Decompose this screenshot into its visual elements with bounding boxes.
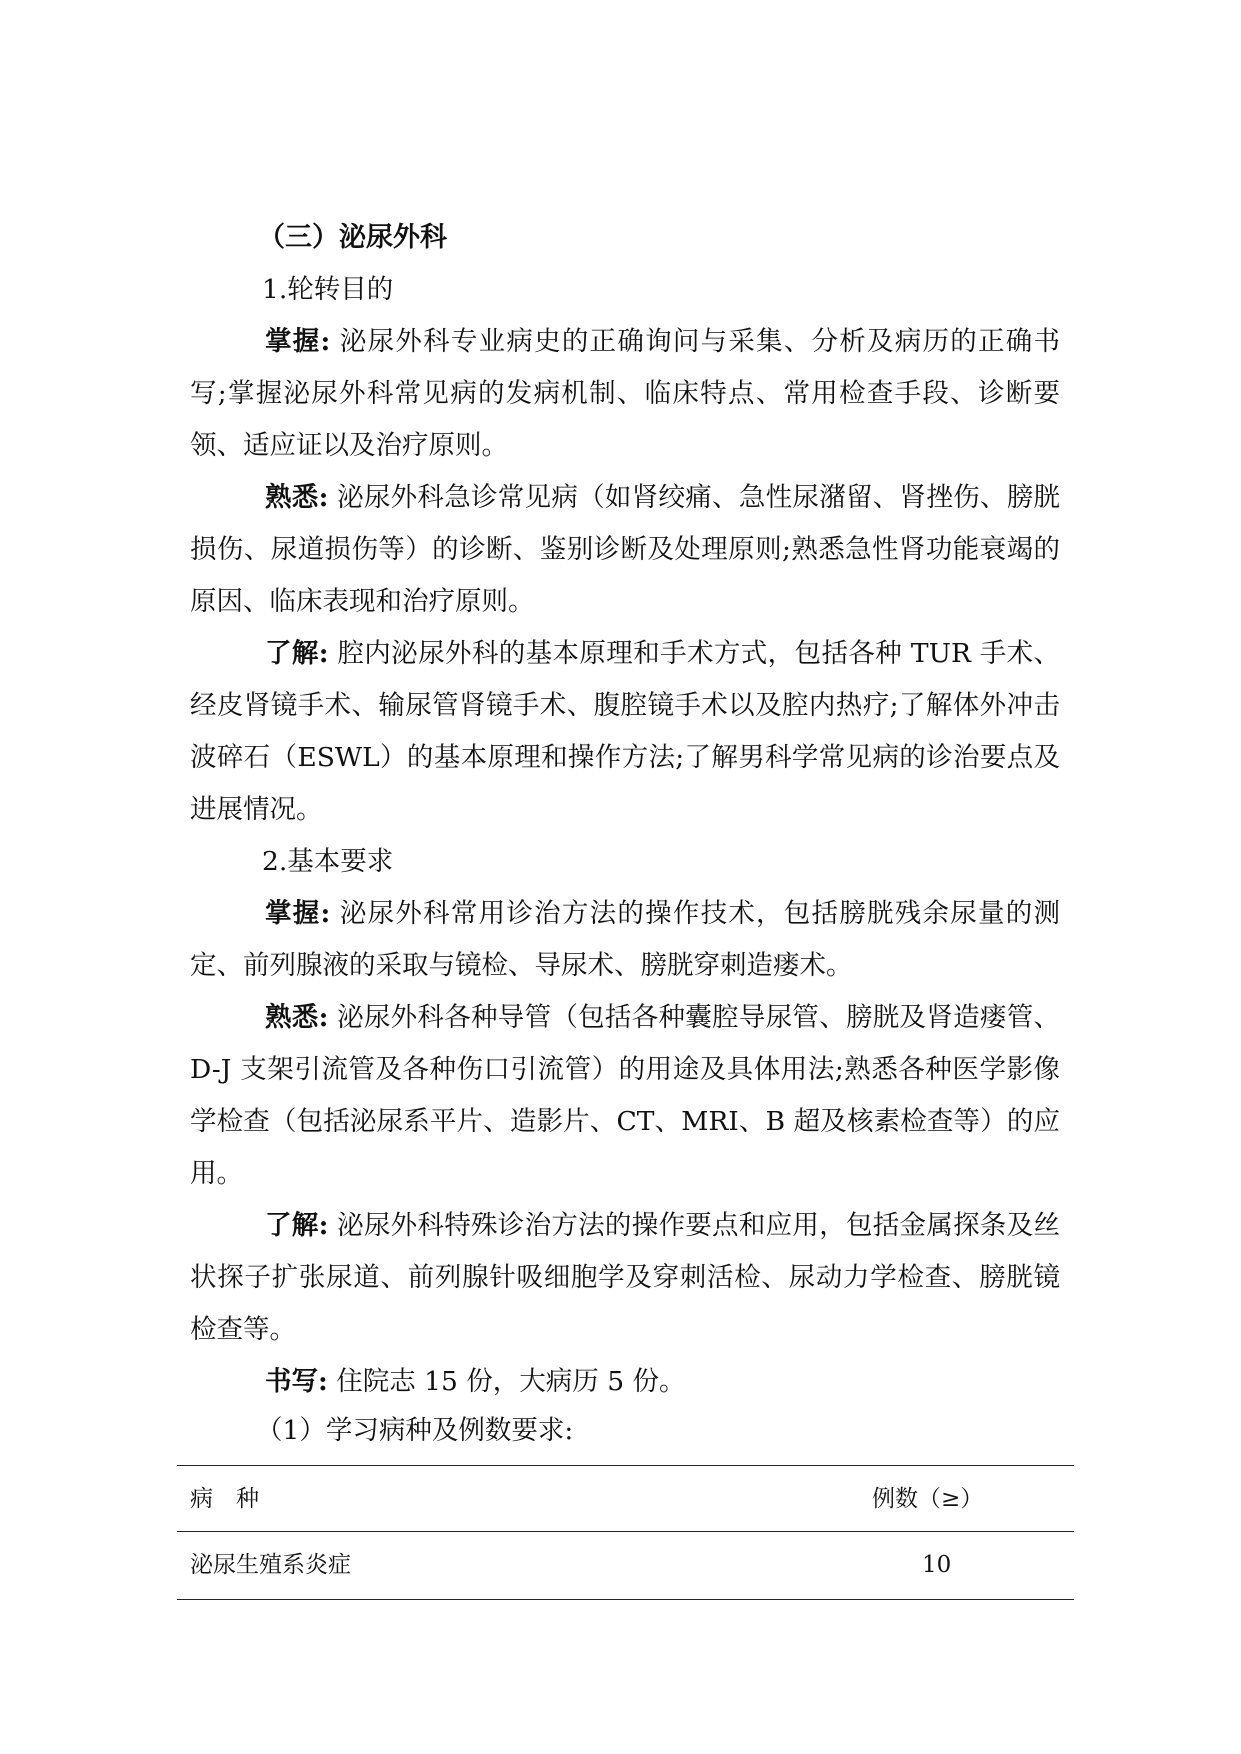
rotation-understand-text: 腔内泌尿外科的基本原理和手术方式，包括各种 TUR 手术、经皮肾镜手术、输尿管肾镜手术、腹腔镜手术以及腔内热疗;了解体外冲击波碎石（ESWL）的基本原理和操作方法;了解男科学常见病的诊治要点及进展情况。 xyxy=(190,638,1060,825)
table-bottom-rule xyxy=(177,1599,1074,1600)
section-title: （三）泌尿外科 xyxy=(258,222,447,253)
rotation-understand-paragraph xyxy=(190,628,1060,836)
rotation-master-paragraph xyxy=(190,316,1060,472)
writing-label: 书写: xyxy=(265,1366,328,1397)
rotation-purpose-heading: 1.轮转目的 xyxy=(262,274,394,305)
basic-master-text: 泌尿外科常用诊治方法的操作技术，包括膀胱残余尿量的测定、前列腺液的采取与镜检、导尿术、膀胱穿刺造瘘术。 xyxy=(190,898,1060,981)
table-top-rule xyxy=(177,1465,1074,1466)
basic-master-paragraph xyxy=(190,888,1060,992)
basic-familiar-label: 熟悉: xyxy=(265,1002,329,1033)
basic-requirements-heading: 2.基本要求 xyxy=(262,846,394,877)
table-header-count: 例数（≥） xyxy=(872,1486,984,1512)
rotation-master-text: 泌尿外科专业病史的正确询问与采集、分析及病历的正确书写;掌握泌尿外科常见病的发病机制、临床特点、常用检查手段、诊断要领、适应证以及治疗原则。 xyxy=(190,326,1060,461)
writing-requirement xyxy=(190,1356,1060,1408)
basic-familiar-text: 泌尿外科各种导管（包括各种囊腔导尿管、膀胱及肾造瘘管、D-J 支架引流管及各种伤口引流管）的用途及具体用法;熟悉各种医学影像学检查（包括泌尿系平片、造影片、CT、MRI、B 超及核素检查等）的应用。 xyxy=(190,1002,1060,1189)
rotation-familiar-paragraph xyxy=(190,472,1060,628)
sub-item-1: （1）学习病种及例数要求: xyxy=(256,1415,574,1446)
basic-understand-paragraph xyxy=(190,1200,1060,1356)
basic-master-label: 掌握: xyxy=(265,898,331,929)
rotation-familiar-text: 泌尿外科急诊常见病（如肾绞痛、急性尿潴留、肾挫伤、膀胱损伤、尿道损伤等）的诊断、鉴别诊断及处理原则;熟悉急性肾功能衰竭的原因、临床表现和治疗原则。 xyxy=(190,482,1060,617)
writing-text: 住院志 15 份，大病历 5 份。 xyxy=(327,1366,686,1397)
rotation-master-label: 掌握: xyxy=(265,326,331,357)
rotation-familiar-label: 熟悉: xyxy=(265,482,329,513)
rotation-understand-label: 了解: xyxy=(265,638,329,669)
table-cell-count: 10 xyxy=(922,1552,952,1578)
basic-familiar-paragraph xyxy=(190,992,1060,1200)
table-cell-disease: 泌尿生殖系炎症 xyxy=(190,1552,351,1578)
basic-understand-text: 泌尿外科特殊诊治方法的操作要点和应用，包括金属探条及丝状探子扩张尿道、前列腺针吸细胞学及穿刺活检、尿动力学检查、膀胱镜检查等。 xyxy=(190,1210,1060,1345)
table-header-rule xyxy=(177,1531,1074,1532)
basic-understand-label: 了解: xyxy=(265,1210,329,1241)
table-header-disease: 病 种 xyxy=(190,1486,259,1512)
